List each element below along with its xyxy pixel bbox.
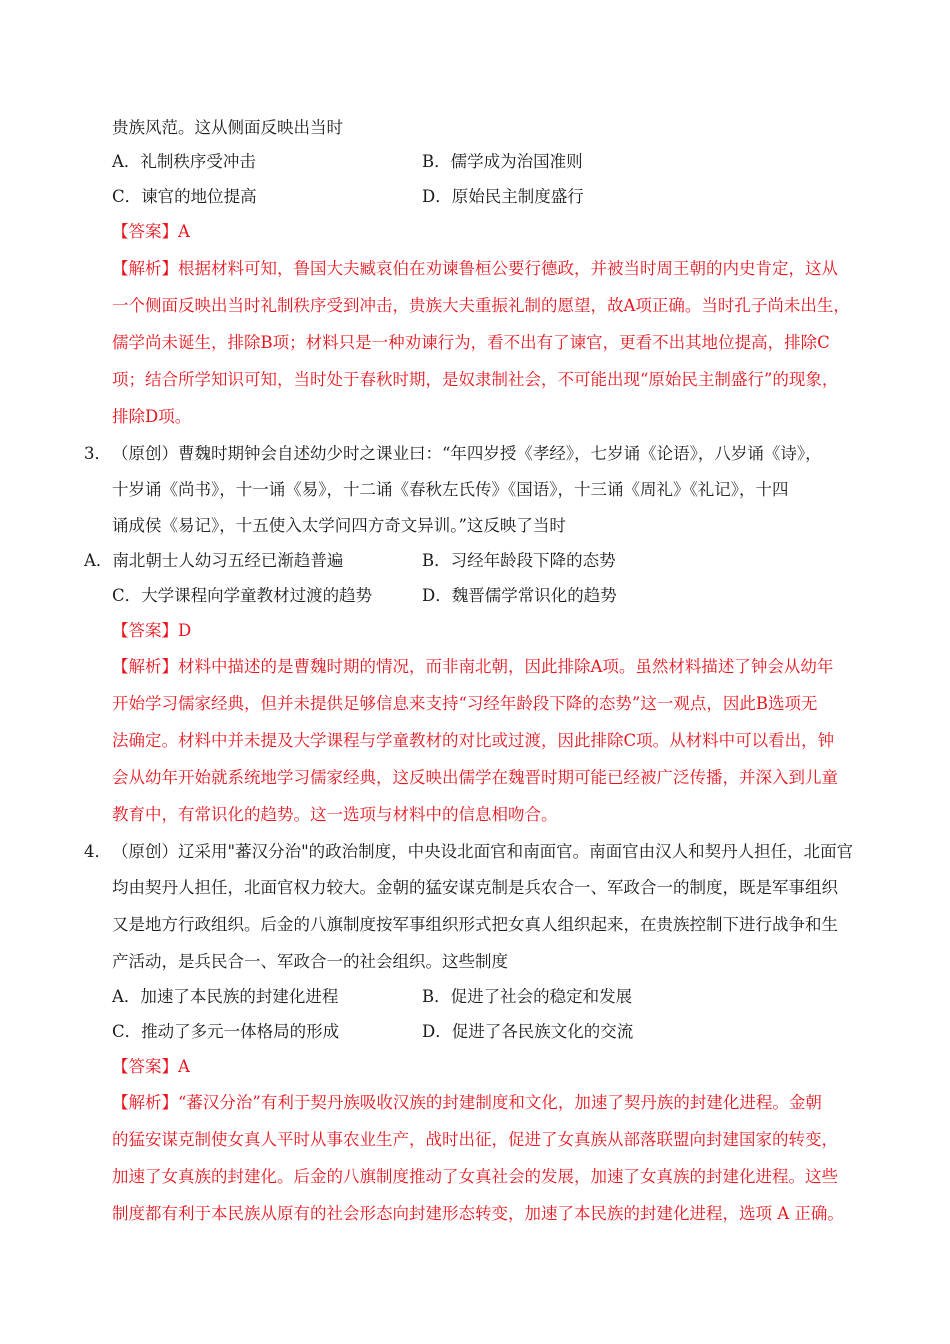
q4-analysis-line-2: 的猛安谋克制使女真人平时从事农业生产，战时出征，促进了女真族从部落联盟向封建国家的转变，: [112, 1130, 838, 1149]
q3-analysis-line-3: 法确定。材料中并未提及大学课程与学童教材的对比或过渡，因此排除C项。从材料中可以看出，钟: [112, 731, 835, 750]
q4-number: 4．: [84, 842, 111, 861]
q2-options-row-2: [112, 187, 712, 207]
q3-answer-label: 【答案】: [112, 621, 178, 640]
q2-option-b[interactable]: B．儒学成为治国准则: [422, 152, 583, 171]
q4-answer-value: A: [178, 1057, 190, 1076]
q4-stem-line-3: 又是地方行政组织。后金的八旗制度按军事组织形式把女真人组织起来，在贵族控制下进行战争和生: [112, 915, 838, 934]
q4-option-b[interactable]: B．促进了社会的稳定和发展: [422, 987, 633, 1006]
q3-analysis-label: 【解析】: [112, 657, 178, 676]
q3-answer-value: D: [178, 621, 192, 640]
q3-stem-text-1: （原创）曹魏时期钟会自述幼少时之课业曰：“年四岁授《孝经》，七岁诵《论语》，八岁诵《诗》，: [112, 444, 822, 463]
q3-option-c[interactable]: C．大学课程向学童教材过渡的趋势: [112, 586, 373, 605]
q2-analysis-line-1: [112, 259, 838, 279]
q2-analysis-line-2: 一个侧面反映出当时礼制秩序受到冲击，贵族大夫重振礼制的愿望，故A项正确。当时孔子尚未出生，: [112, 296, 850, 315]
q2-analysis-line-4: 项；结合所学知识可知，当时处于春秋时期，是奴隶制社会，不可能出现“原始民主制盛行”的现象，: [112, 370, 839, 389]
q2-answer-value: A: [178, 222, 190, 241]
q2-analysis-line-5: 排除D项。: [112, 407, 192, 426]
q4-analysis-line-1: [112, 1093, 822, 1113]
q4-stem-text-1: （原创）辽采用"蕃汉分治"的政治制度，中央设北面官和南面官。南面官由汉人和契丹人担任，北面官: [112, 842, 854, 861]
q4-options-row-1: [112, 987, 712, 1007]
q3-option-d[interactable]: D．魏晋儒学常识化的趋势: [422, 586, 617, 605]
q2-options-row-1: [112, 152, 712, 172]
q3-options-row-2: [112, 586, 712, 606]
q2-answer-label: 【答案】: [112, 222, 178, 241]
q2-analysis-line-3: 儒学尚未诞生，排除B项；材料只是一种劝谏行为，看不出有了谏官，更看不出其地位提高，排除C: [112, 333, 830, 352]
q2-stem-tail: 贵族风范。这从侧面反映出当时: [112, 118, 343, 137]
q3-stem-line-3: 诵成侯《易记》，十五使入太学问四方奇文异训。”这反映了当时: [112, 516, 566, 535]
q4-stem-line-4: 产活动，是兵民合一、军政合一的社会组织。这些制度: [112, 952, 508, 971]
q4-option-d[interactable]: D．促进了各民族文化的交流: [422, 1022, 634, 1041]
q4-answer-label: 【答案】: [112, 1057, 178, 1076]
q4-analysis-line-3: 加速了女真族的封建化。后金的八旗制度推动了女真社会的发展，加速了女真族的封建化进程。这些: [112, 1167, 838, 1186]
q3-analysis-line-1: [112, 657, 833, 677]
q3-option-a[interactable]: A．南北朝士人幼习五经已渐趋普遍: [84, 551, 344, 570]
q3-option-b[interactable]: B．习经年龄段下降的态势: [422, 551, 616, 570]
q4-analysis-text-1: “蕃汉分治”有利于契丹族吸收汉族的封建制度和文化，加速了契丹族的封建化进程。金朝: [178, 1093, 822, 1112]
q2-answer: [112, 222, 190, 242]
q4-option-a[interactable]: A．加速了本民族的封建化进程: [112, 987, 339, 1006]
q4-answer: [112, 1057, 190, 1077]
q3-analysis-line-2: 开始学习儒家经典，但并未提供足够信息来支持“习经年龄段下降的态势”这一观点，因此B选项无: [112, 694, 818, 713]
q4-stem-line-2: 均由契丹人担任，北面官权力较大。金朝的猛安谋克制是兵农合一、军政合一的制度，既是军事组织: [112, 878, 838, 897]
q4-options-row-2: [112, 1022, 712, 1042]
q3-number: 3．: [84, 444, 111, 463]
q4-analysis-label: 【解析】: [112, 1093, 178, 1112]
q2-option-a[interactable]: A．礼制秩序受冲击: [112, 152, 256, 171]
q3-stem-line-2: 十岁诵《尚书》，十一诵《易》，十二诵《春秋左氏传》《国语》，十三诵《周礼》《礼记》，十四: [112, 480, 789, 499]
q2-analysis-text-1: 根据材料可知，鲁国大夫臧哀伯在劝谏鲁桓公要行德政，并被当时周王朝的内史肯定，这从: [178, 259, 838, 278]
q2-analysis-label: 【解析】: [112, 259, 178, 278]
q3-analysis-text-1: 材料中描述的是曹魏时期的情况，而非南北朝，因此排除A项。虽然材料描述了钟会从幼年: [178, 657, 834, 676]
q3-options-row-1: [84, 551, 724, 571]
q4-analysis-line-4: 制度都有利于本民族从原有的社会形态向封建形态转变，加速了本民族的封建化进程，选项 A 正确。: [112, 1204, 844, 1223]
q2-option-c[interactable]: C．谏官的地位提高: [112, 187, 257, 206]
q4-stem-line-1: [84, 842, 853, 862]
q3-analysis-line-5: 教育中，有常识化的趋势。这一选项与材料中的信息相吻合。: [112, 805, 558, 824]
q3-answer: [112, 621, 191, 641]
q3-analysis-line-4: 会从幼年开始就系统地学习儒家经典，这反映出儒学在魏晋时期可能已经被广泛传播，并深入到儿童: [112, 768, 838, 787]
q2-option-d[interactable]: D．原始民主制度盛行: [422, 187, 584, 206]
q3-stem-line-1: [84, 444, 822, 464]
q4-option-c[interactable]: C．推动了多元一体格局的形成: [112, 1022, 340, 1041]
